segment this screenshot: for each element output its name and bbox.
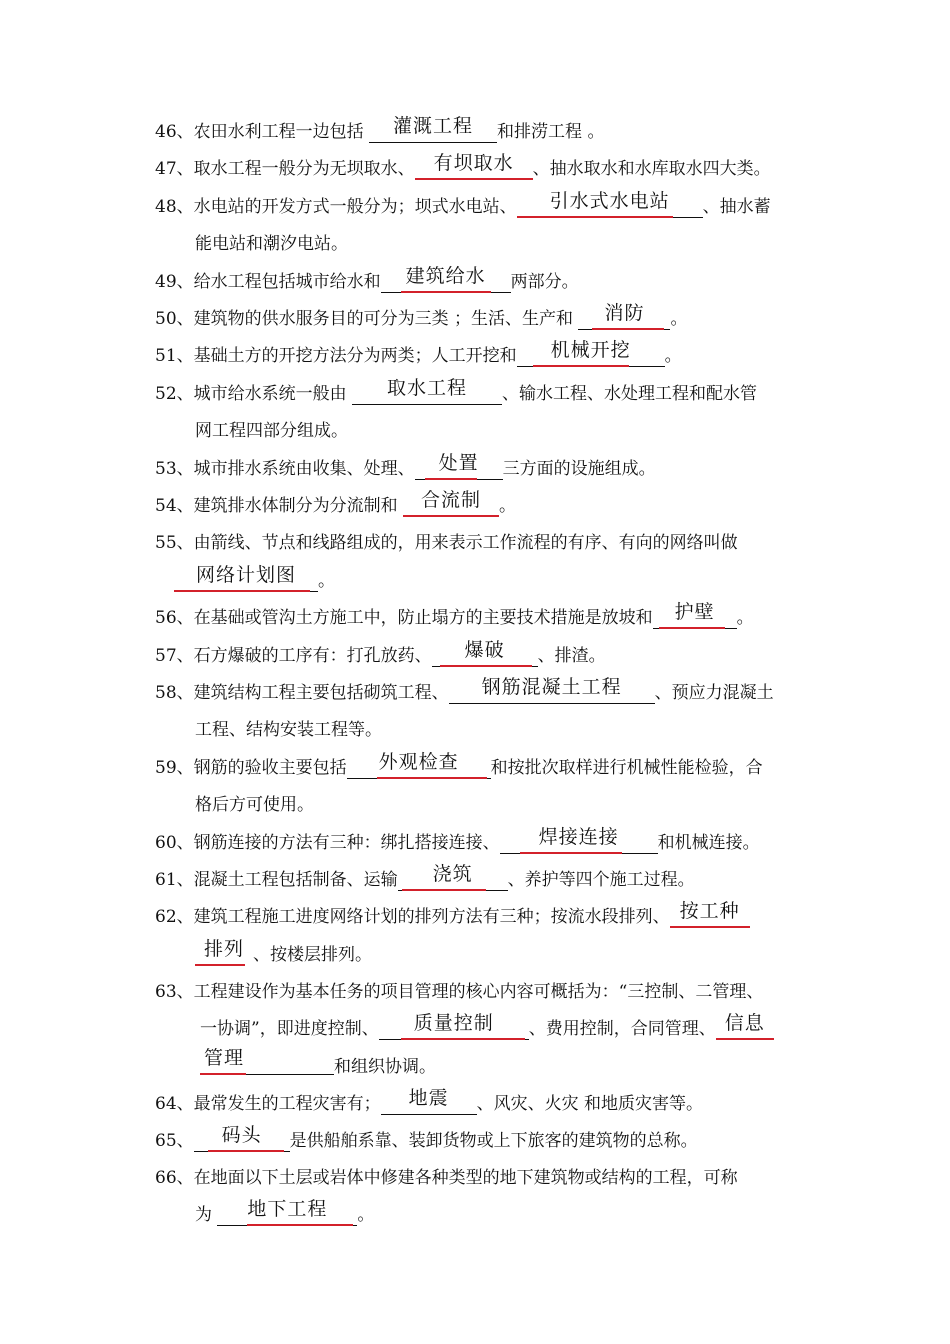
question-64 (155, 1086, 820, 1124)
question-number: 54、 (155, 496, 194, 516)
handwritten-answer: 有坝取水 (433, 152, 514, 174)
answer-blank (517, 340, 665, 367)
question-66-continued (195, 1197, 374, 1235)
question-59 (155, 750, 820, 788)
handwritten-answer: 取水工程 (387, 377, 468, 399)
question-text: 建筑结构工程主要包括砌筑工程、 (193, 683, 449, 703)
red-underline (402, 889, 486, 891)
question-number: 46、 (155, 122, 194, 142)
question-number: 53、 (155, 459, 194, 479)
question-number: 47、 (155, 159, 194, 179)
question-55-continued (174, 563, 335, 601)
red-underline (247, 1224, 353, 1226)
answer-blank (174, 565, 318, 592)
red-underline (592, 328, 664, 330)
question-53 (155, 451, 820, 489)
question-text: 和机械连接。 (657, 833, 760, 853)
question-text: 。 (664, 346, 682, 366)
question-number: 60、 (155, 833, 194, 853)
answer-blank (398, 864, 508, 891)
question-number: 56、 (155, 608, 194, 628)
question-46 (155, 114, 820, 152)
red-underline (517, 216, 673, 218)
question-text: 、输水工程、水处理工程和配水管 (502, 384, 758, 404)
question-text: 最常发生的工程灾害有； (193, 1094, 381, 1114)
question-text: 给水工程包括城市给水和 (193, 272, 381, 292)
question-63-continued-2 (200, 1048, 436, 1087)
answer-blank (403, 490, 499, 517)
question-text: 建筑排水体制分为分流制和 (193, 496, 404, 516)
question-text: 工程建设作为基本任务的项目管理的核心内容可概括为：“三控制、二管理、 (193, 982, 764, 1002)
question-text: 、按楼层排列。 (253, 945, 372, 965)
answer-blank (352, 378, 502, 405)
question-text: 在基础或管沟土方施工中，防止塌方的主要技术措施是放坡和 (193, 608, 653, 628)
question-50 (155, 301, 820, 339)
question-number: 57、 (155, 646, 194, 666)
question-text: 。 (499, 496, 517, 516)
question-58-continued: 工程、结构安装工程等。 (195, 720, 382, 740)
question-number: 48、 (155, 197, 194, 217)
question-text: 石方爆破的工序有：打孔放药、 (193, 646, 432, 666)
question-number: 49、 (155, 272, 194, 292)
question-text: 、养护等四个施工过程。 (507, 870, 695, 890)
red-underline (401, 291, 491, 293)
question-text: 取水工程一般分为无坝取水、 (193, 159, 415, 179)
question-text: 三方面的设施组成。 (502, 459, 656, 479)
question-text: 、抽水取水和水库取水四大类。 (532, 159, 771, 179)
question-52-continued: 网工程四部分组成。 (195, 421, 348, 441)
question-text: 、风灾、火灾 和地质灾害等。 (476, 1094, 704, 1114)
answer-blank (432, 640, 538, 667)
question-number: 51、 (155, 346, 194, 366)
handwritten-answer: 地下工程 (247, 1198, 328, 1220)
question-number: 58、 (155, 683, 194, 703)
handwritten-answer: 爆破 (464, 639, 505, 661)
handwritten-answer: 钢筋混凝土工程 (481, 676, 622, 698)
question-63-continued (200, 1011, 774, 1049)
question-48-continued: 能电站和潮汐电站。 (195, 234, 348, 254)
handwritten-answer: 引水式水电站 (549, 190, 670, 212)
answer-blank (716, 1013, 774, 1040)
question-text: 建筑物的供水服务目的可分为三类 ；生活、生产和 (193, 309, 579, 329)
question-text: 和组织协调。 (334, 1057, 436, 1077)
question-text: 为 (195, 1205, 218, 1225)
handwritten-answer: 管理 (204, 1047, 245, 1069)
answer-blank (415, 153, 533, 180)
answer-blank (217, 1199, 357, 1226)
handwritten-answer: 码头 (221, 1124, 262, 1146)
answer-blank (500, 827, 658, 854)
question-text: 由箭线、节点和线路组成的，用来表示工作流程的有序、有向的网络叫做 (193, 533, 738, 553)
question-text: 城市给水系统一般由 (193, 384, 353, 404)
question-text: 和排涝工程 。 (497, 122, 605, 142)
question-56 (155, 600, 820, 638)
red-underline (200, 1073, 246, 1075)
red-underline (208, 1150, 284, 1152)
question-text: 水电站的开发方式一般分为；坝式水电站、 (193, 197, 517, 217)
question-48 (155, 189, 820, 227)
question-text: 、预应力混凝土 (654, 683, 774, 703)
handwritten-answer: 质量控制 (413, 1012, 494, 1034)
question-text: 农田水利工程一边包括 (193, 122, 370, 142)
answer-blank (578, 303, 670, 330)
question-text: 混凝土工程包括制备、运输 (193, 870, 398, 890)
question-text: 、排渣。 (537, 646, 606, 666)
question-number: 63、 (155, 982, 194, 1002)
question-number: 62、 (155, 907, 194, 927)
handwritten-answer: 外观检查 (378, 751, 459, 773)
question-63 (155, 974, 820, 1012)
handwritten-answer: 浇筑 (432, 863, 473, 885)
handwritten-answer: 地震 (408, 1087, 449, 1109)
answer-blank (347, 752, 491, 779)
red-underline (195, 964, 245, 966)
answer-blank (381, 266, 511, 293)
handwritten-answer: 按工种 (679, 900, 740, 922)
handwritten-answer: 建筑给水 (405, 265, 486, 287)
handwritten-answer: 机械开挖 (550, 339, 631, 361)
question-text: 钢筋的验收主要包括 (193, 758, 347, 778)
red-underline (670, 926, 750, 928)
question-text: 建筑工程施工进度网络计划的排列方法有三种；按流水段排列、 (193, 907, 670, 927)
handwritten-answer: 灌溉工程 (393, 115, 474, 137)
red-underline (415, 178, 533, 180)
question-number: 66、 (155, 1168, 194, 1188)
question-text: 、抽水蓄 (702, 197, 771, 217)
red-underline (174, 590, 310, 592)
question-62 (155, 899, 820, 937)
question-text: 一协调”，即进度控制、 (200, 1019, 379, 1039)
red-underline (425, 478, 477, 480)
question-65 (155, 1123, 820, 1161)
question-text: 在地面以下土层或岩体中修建各种类型的地下建筑物或结构的工程，可称 (193, 1168, 738, 1188)
handwritten-answer: 护壁 (674, 601, 715, 623)
question-number: 65、 (155, 1131, 194, 1151)
red-underline (377, 777, 487, 779)
question-49 (155, 264, 820, 302)
red-underline (716, 1038, 774, 1040)
question-number: 64、 (155, 1094, 194, 1114)
question-52 (155, 376, 820, 414)
answer-blank (194, 1125, 290, 1152)
question-66 (155, 1160, 820, 1198)
question-61 (155, 862, 820, 900)
answer-blank (381, 1088, 477, 1115)
question-59-continued: 格后方可使用。 (195, 795, 314, 815)
red-underline (533, 365, 629, 367)
handwritten-answer: 合流制 (421, 489, 482, 511)
question-text: 钢筋连接的方法有三种：绑扎搭接连接、 (193, 833, 500, 853)
handwritten-answer: 网络计划图 (195, 564, 296, 586)
answer-blank (415, 453, 503, 480)
question-62-continued (195, 937, 372, 975)
red-underline (520, 852, 622, 854)
question-60 (155, 825, 820, 863)
question-text: 城市排水系统由收集、处理、 (193, 459, 415, 479)
answer-blank (517, 191, 703, 218)
question-text: 。 (357, 1205, 375, 1225)
question-51 (155, 338, 820, 376)
handwritten-answer: 焊接连接 (538, 826, 619, 848)
handwritten-answer: 排列 (203, 938, 244, 960)
question-55 (155, 525, 820, 563)
question-text: 是供船舶系靠、装卸货物或上下旅客的建筑物的总称。 (289, 1131, 698, 1151)
question-58 (155, 675, 820, 713)
question-47 (155, 151, 820, 189)
question-text: 。 (736, 608, 754, 628)
question-number: 59、 (155, 758, 194, 778)
question-text: 基础土方的开挖方法分为两类；人工开挖和 (193, 346, 517, 366)
question-54 (155, 488, 820, 526)
answer-blank (449, 677, 655, 704)
red-underline (401, 1038, 525, 1040)
answer-blank (195, 939, 253, 965)
red-underline (440, 665, 532, 667)
question-57 (155, 638, 820, 676)
question-text: 。 (670, 309, 688, 329)
handwritten-answer: 消防 (604, 302, 645, 324)
handwritten-answer: 处置 (438, 452, 479, 474)
question-number: 50、 (155, 309, 194, 329)
question-text: 。 (318, 571, 335, 591)
answer-blank (670, 901, 750, 928)
answer-blank (653, 602, 737, 629)
question-text: 、费用控制，合同管理、 (528, 1019, 716, 1039)
question-text: 和按批次取样进行机械性能检验，合 (490, 758, 763, 778)
red-underline (659, 627, 725, 629)
answer-blank (369, 116, 497, 143)
red-underline (403, 515, 499, 517)
question-number: 55、 (155, 533, 194, 553)
answer-blank (379, 1013, 529, 1040)
question-number: 61、 (155, 870, 194, 890)
question-text: 两部分。 (510, 272, 579, 292)
handwritten-answer: 信息 (724, 1012, 765, 1034)
question-number: 52、 (155, 384, 194, 404)
answer-blank (200, 1048, 334, 1075)
